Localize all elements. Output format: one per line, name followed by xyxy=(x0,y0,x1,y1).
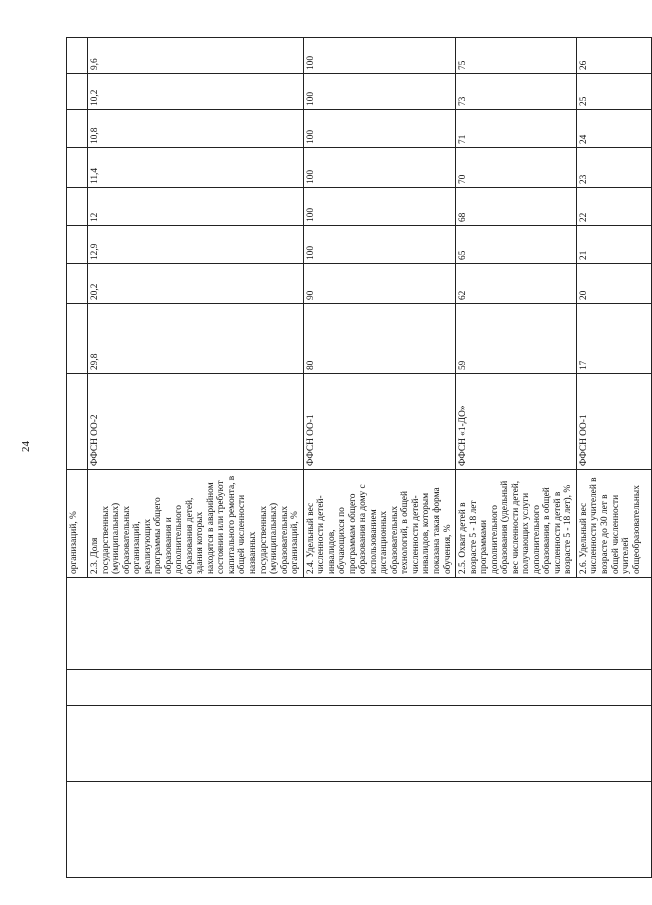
value-cell: 59 xyxy=(456,304,577,374)
value-cell: 100 xyxy=(303,148,455,188)
form-cell: ФФСН ОО-2 xyxy=(88,374,304,470)
form-cell: ФФСН ОО-1 xyxy=(576,374,651,470)
indicator-label: 2.5. Охват детей в возрасте 5 - 18 лет программами дополнительного образования (удельный вес численности детей, получающих услуги дополнительного образования, в общей численности детей в возрасте 5 - 18 лет), % xyxy=(456,470,577,578)
blank-cell xyxy=(67,782,652,878)
page-number: 24 xyxy=(20,441,32,452)
value-cell: 11,4 xyxy=(88,148,304,188)
blank-cell xyxy=(67,38,88,74)
blank-cell xyxy=(67,706,652,782)
blank-cell xyxy=(67,670,652,706)
value-cell: 10,8 xyxy=(88,110,304,148)
value-cell: 62 xyxy=(456,264,577,304)
value-cell: 9,6 xyxy=(88,38,304,74)
blank-cell xyxy=(67,148,88,188)
value-cell: 17 xyxy=(576,304,651,374)
blank-cell xyxy=(67,578,652,670)
blank-cell xyxy=(67,74,88,110)
value-cell: 12 xyxy=(88,188,304,226)
indicator-label: 2.4. Удельный вес численности детей-инвалидов, обучающихся по программам общего образования на дому с использованием дистанционных образовательных технологий, в общей численности детей-инвалидов, которым показана такая форма обучения, % xyxy=(303,470,455,578)
value-cell: 71 xyxy=(456,110,577,148)
value-cell: 65 xyxy=(456,226,577,264)
blank-cell xyxy=(67,374,88,470)
form-cell: ФФСН ОО-1 xyxy=(303,374,455,470)
value-cell: 100 xyxy=(303,38,455,74)
value-cell: 80 xyxy=(303,304,455,374)
indicator-label: 2.3. Доля государственных (муниципальных) образовательных организаций, реализующих программы общего образования и дополнительного образования детей, здания которых находятся в аварийном состоянии или требуют капитального ремонта, в общей численности названных государственных (муниципальных) образовательных организаций, % xyxy=(88,470,304,578)
value-cell: 90 xyxy=(303,264,455,304)
blank-cell xyxy=(67,226,88,264)
blank-cell xyxy=(67,188,88,226)
continued-label-cell: организаций, % xyxy=(67,470,88,578)
value-cell: 25 xyxy=(576,74,651,110)
value-cell: 73 xyxy=(456,74,577,110)
value-cell: 70 xyxy=(456,148,577,188)
form-cell: ФФСН «1-ДО» xyxy=(456,374,577,470)
value-cell: 21 xyxy=(576,226,651,264)
value-cell: 100 xyxy=(303,74,455,110)
value-cell: 75 xyxy=(456,38,577,74)
blank-cell xyxy=(67,304,88,374)
value-cell: 20 xyxy=(576,264,651,304)
rotated-table-frame xyxy=(66,38,642,878)
value-cell: 100 xyxy=(303,188,455,226)
value-cell: 10,2 xyxy=(88,74,304,110)
blank-cell xyxy=(67,264,88,304)
value-cell: 29,8 xyxy=(88,304,304,374)
value-cell: 24 xyxy=(576,110,651,148)
indicator-label: 2.6. Удельный вес численности учителей в возрасте до 30 лет в общей численности учителей общеобразовательных xyxy=(576,470,651,578)
value-cell: 100 xyxy=(303,226,455,264)
value-cell: 68 xyxy=(456,188,577,226)
table-row xyxy=(67,38,88,878)
indicators-table xyxy=(66,37,652,878)
value-cell: 22 xyxy=(576,188,651,226)
value-cell: 26 xyxy=(576,38,651,74)
value-cell: 23 xyxy=(576,148,651,188)
value-cell: 12,9 xyxy=(88,226,304,264)
value-cell: 100 xyxy=(303,110,455,148)
value-cell: 20,2 xyxy=(88,264,304,304)
blank-cell xyxy=(67,110,88,148)
